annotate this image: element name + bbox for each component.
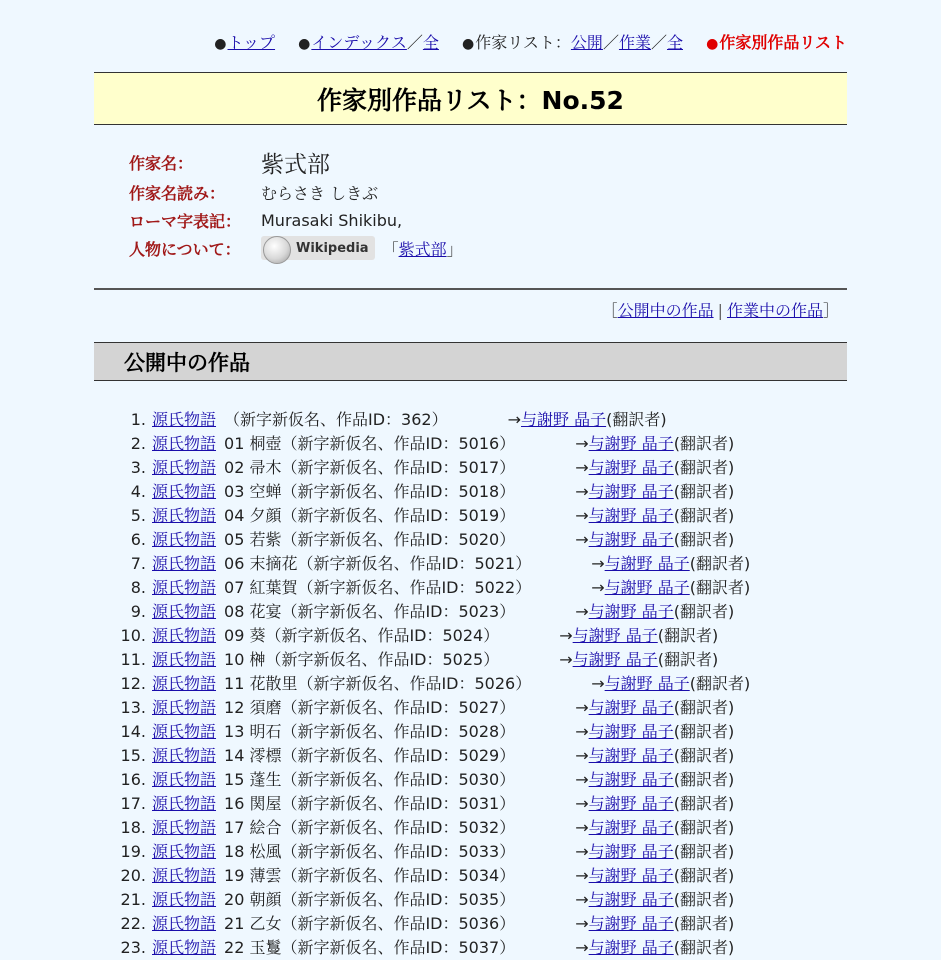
work-description: 08 花宴（新字新仮名、作品ID：5023）: [224, 602, 516, 621]
translator-link[interactable]: 与謝野 晶子: [588, 722, 674, 741]
author-about-row: [129, 234, 463, 262]
arrow-icon: →: [559, 626, 573, 645]
page-title: 作家別作品リスト：No.52: [317, 85, 624, 115]
arrow-icon: →: [575, 530, 589, 549]
nav-index-all-link[interactable]: 全: [422, 33, 439, 52]
work-number: 23.: [120, 938, 146, 957]
arrow-icon: →: [575, 938, 589, 957]
work-list-item: [110, 456, 750, 480]
work-list-item: [110, 672, 750, 696]
work-list-item: [110, 720, 750, 744]
work-description: 18 松風（新字新仮名、作品ID：5033）: [224, 842, 516, 861]
wikipedia-globe-icon: [263, 236, 291, 264]
arrow-icon: →: [575, 770, 589, 789]
work-title-link[interactable]: 源氏物語: [152, 794, 217, 813]
translator-link[interactable]: 与謝野 晶子: [588, 866, 674, 885]
author-roman-label: ローマ字表記：: [129, 211, 242, 231]
arrow-icon: →: [575, 602, 589, 621]
work-description: 20 朝顔（新字新仮名、作品ID：5035）: [224, 890, 516, 909]
translator-link[interactable]: 与謝野 晶子: [588, 746, 674, 765]
work-number: 20.: [120, 866, 146, 885]
nav-group-current: [706, 33, 847, 52]
author-roman-row: [129, 206, 463, 234]
work-list-item: [110, 648, 750, 672]
translator-link[interactable]: 与謝野 晶子: [604, 674, 690, 693]
translator-role: (翻訳者): [673, 482, 735, 501]
author-name: 紫式部: [261, 151, 330, 178]
arrow-icon: →: [507, 410, 522, 429]
work-description: 12 須磨（新字新仮名、作品ID：5027）: [224, 698, 516, 717]
work-number: 5.: [130, 506, 146, 525]
quote-open: 「: [382, 239, 399, 259]
wikipedia-link[interactable]: 紫式部: [398, 239, 447, 259]
work-list-item: [110, 576, 750, 600]
bullet-icon: ●: [462, 36, 475, 52]
translator-role: (翻訳者): [673, 458, 735, 477]
work-title-link[interactable]: 源氏物語: [152, 746, 217, 765]
work-list-item: [110, 432, 750, 456]
works-list: [110, 408, 750, 960]
work-number: 4.: [130, 482, 146, 501]
work-title-link[interactable]: 源氏物語: [152, 866, 217, 885]
nav-slash: ／: [650, 33, 667, 52]
work-list-item: [110, 888, 750, 912]
work-list-item: [110, 552, 750, 576]
working-works-link[interactable]: 作業中の作品: [726, 301, 823, 320]
work-description: 01 桐壺（新字新仮名、作品ID：5016）: [224, 434, 516, 453]
nav-current-page: 作家別作品リスト: [719, 33, 847, 52]
work-list-item: [110, 408, 750, 432]
work-description: 07 紅葉賀（新字新仮名、作品ID：5022）: [224, 578, 532, 597]
work-number: 8.: [130, 578, 146, 597]
translator-link[interactable]: 与謝野 晶子: [588, 698, 674, 717]
translator-link[interactable]: 与謝野 晶子: [588, 434, 674, 453]
quote-close: 」: [446, 239, 463, 259]
work-number: 12.: [120, 674, 146, 693]
work-title-link[interactable]: 源氏物語: [152, 434, 217, 453]
work-list-item: [110, 912, 750, 936]
bullet-icon: ●: [298, 36, 311, 52]
work-list-item: [110, 840, 750, 864]
arrow-icon: →: [575, 746, 589, 765]
translator-link[interactable]: 与謝野 晶子: [588, 842, 674, 861]
translator-role: (翻訳者): [673, 842, 735, 861]
work-description: 22 玉鬘（新字新仮名、作品ID：5037）: [224, 938, 516, 957]
translator-role: (翻訳者): [689, 674, 751, 693]
work-number: 22.: [120, 914, 146, 933]
work-list-item: [110, 864, 750, 888]
translator-link[interactable]: 与謝野 晶子: [572, 650, 658, 669]
arrow-icon: →: [575, 698, 589, 717]
translator-link[interactable]: 与謝野 晶子: [588, 890, 674, 909]
work-list-item: [110, 696, 750, 720]
nav-author-list-label: 作家リスト：: [475, 33, 571, 52]
author-reading-row: [129, 178, 463, 206]
work-description: 14 澪標（新字新仮名、作品ID：5029）: [224, 746, 516, 765]
translator-link[interactable]: 与謝野 晶子: [588, 914, 674, 933]
translator-role: (翻訳者): [689, 578, 751, 597]
translator-link[interactable]: 与謝野 晶子: [588, 530, 674, 549]
wikipedia-badge[interactable]: [261, 236, 375, 260]
section-header: [94, 342, 847, 381]
work-title-link[interactable]: 源氏物語: [152, 554, 217, 573]
work-number: 10.: [120, 626, 146, 645]
work-title-link[interactable]: 源氏物語: [152, 626, 217, 645]
work-title-link[interactable]: 源氏物語: [152, 602, 217, 621]
translator-role: (翻訳者): [673, 506, 735, 525]
nav-all-link[interactable]: 全: [666, 33, 683, 52]
translator-role: (翻訳者): [673, 434, 735, 453]
translator-link[interactable]: 与謝野 晶子: [588, 818, 674, 837]
author-info: [129, 146, 463, 262]
work-number: 9.: [130, 602, 146, 621]
nav-public-link[interactable]: 公開: [570, 33, 603, 52]
work-title-link[interactable]: 源氏物語: [152, 698, 217, 717]
translator-role: (翻訳者): [673, 794, 735, 813]
page-header: [94, 72, 847, 125]
translator-link[interactable]: 与謝野 晶子: [572, 626, 658, 645]
author-reading-label: 作家名読み：: [129, 183, 226, 203]
arrow-icon: →: [575, 722, 589, 741]
translator-link[interactable]: 与謝野 晶子: [588, 602, 674, 621]
work-list-item: [110, 480, 750, 504]
work-list-item: [110, 744, 750, 768]
translator-role: (翻訳者): [657, 650, 719, 669]
nav-group-index: [298, 33, 444, 52]
work-title-link[interactable]: 源氏物語: [152, 722, 217, 741]
work-description: 04 夕顔（新字新仮名、作品ID：5019）: [224, 506, 516, 525]
arrow-icon: →: [591, 578, 605, 597]
arrow-icon: →: [575, 482, 589, 501]
arrow-icon: →: [575, 914, 589, 933]
work-number: 6.: [130, 530, 146, 549]
work-list-item: [110, 504, 750, 528]
divider: [94, 288, 847, 290]
arrow-icon: →: [575, 434, 589, 453]
work-number: 3.: [130, 458, 146, 477]
work-list-item: [110, 936, 750, 960]
work-number: 13.: [120, 698, 146, 717]
work-title-link[interactable]: 源氏物語: [152, 770, 217, 789]
author-name-label: 作家名：: [129, 153, 194, 173]
wikipedia-text: Wikipedia: [296, 240, 369, 256]
work-description: 21 乙女（新字新仮名、作品ID：5036）: [224, 914, 516, 933]
work-number: 18.: [120, 818, 146, 837]
work-number: 19.: [120, 842, 146, 861]
work-description: 15 蓬生（新字新仮名、作品ID：5030）: [224, 770, 516, 789]
work-title-link[interactable]: 源氏物語: [152, 410, 217, 429]
translator-role: (翻訳者): [673, 866, 735, 885]
work-description: 05 若紫（新字新仮名、作品ID：5020）: [224, 530, 516, 549]
translator-role: (翻訳者): [673, 722, 735, 741]
work-description: 06 末摘花（新字新仮名、作品ID：5021）: [224, 554, 532, 573]
nav-slash: ／: [406, 33, 423, 52]
work-description: 11 花散里（新字新仮名、作品ID：5026）: [224, 674, 532, 693]
work-list-item: [110, 624, 750, 648]
work-list-item: [110, 792, 750, 816]
translator-link[interactable]: 与謝野 晶子: [521, 410, 607, 429]
works-subnav: [602, 298, 839, 321]
work-title-link[interactable]: 源氏物語: [152, 578, 217, 597]
work-description: 13 明石（新字新仮名、作品ID：5028）: [224, 722, 516, 741]
arrow-icon: →: [575, 794, 589, 813]
translator-role: (翻訳者): [689, 554, 751, 573]
nav-group-top: [214, 33, 280, 52]
work-list-item: [110, 528, 750, 552]
nav-top-link[interactable]: トップ: [227, 33, 276, 52]
work-title-link[interactable]: 源氏物語: [152, 938, 217, 957]
translator-role: (翻訳者): [606, 410, 667, 429]
work-title-link[interactable]: 源氏物語: [152, 530, 217, 549]
translator-link[interactable]: 与謝野 晶子: [588, 482, 674, 501]
arrow-icon: →: [575, 506, 589, 525]
work-title-link[interactable]: 源氏物語: [152, 842, 217, 861]
author-roman: Murasaki Shikibu,: [261, 210, 403, 230]
work-number: 7.: [130, 554, 146, 573]
translator-role: (翻訳者): [673, 770, 735, 789]
nav-index-link[interactable]: インデックス: [311, 33, 407, 52]
translator-link[interactable]: 与謝野 晶子: [588, 770, 674, 789]
work-title-link[interactable]: 源氏物語: [152, 482, 217, 501]
translator-role: (翻訳者): [673, 914, 735, 933]
work-description: （新字新仮名、作品ID：362）: [224, 410, 448, 429]
work-title-link[interactable]: 源氏物語: [152, 818, 217, 837]
work-description: 17 絵合（新字新仮名、作品ID：5032）: [224, 818, 516, 837]
work-description: 19 薄雲（新字新仮名、作品ID：5034）: [224, 866, 516, 885]
subnav-bracket-close: ］: [822, 301, 839, 320]
author-reading: むらさき しきぶ: [261, 183, 379, 203]
translator-role: (翻訳者): [657, 626, 719, 645]
translator-link[interactable]: 与謝野 晶子: [588, 794, 674, 813]
author-name-row: [129, 146, 463, 178]
nav-group-author-list: [462, 33, 688, 52]
work-number: 14.: [120, 722, 146, 741]
translator-role: (翻訳者): [673, 698, 735, 717]
arrow-icon: →: [559, 650, 573, 669]
arrow-icon: →: [575, 890, 589, 909]
work-title-link[interactable]: 源氏物語: [152, 458, 217, 477]
author-about-value: [261, 236, 463, 260]
work-list-item: [110, 768, 750, 792]
nav-working-link[interactable]: 作業: [618, 33, 651, 52]
work-description: 09 葵（新字新仮名、作品ID：5024）: [224, 626, 500, 645]
work-title-link[interactable]: 源氏物語: [152, 674, 217, 693]
work-description: 03 空蝉（新字新仮名、作品ID：5018）: [224, 482, 516, 501]
translator-role: (翻訳者): [673, 818, 735, 837]
work-title-link[interactable]: 源氏物語: [152, 506, 217, 525]
work-number: 17.: [120, 794, 146, 813]
arrow-icon: →: [575, 866, 589, 885]
work-description: 16 関屋（新字新仮名、作品ID：5031）: [224, 794, 516, 813]
bullet-icon: ●: [706, 36, 719, 52]
work-number: 21.: [120, 890, 146, 909]
translator-link[interactable]: 与謝野 晶子: [588, 506, 674, 525]
work-number: 1.: [130, 410, 146, 429]
subnav-separator: |: [717, 301, 723, 320]
work-title-link[interactable]: 源氏物語: [152, 650, 217, 669]
nav-slash: ／: [602, 33, 619, 52]
arrow-icon: →: [575, 818, 589, 837]
arrow-icon: →: [591, 674, 605, 693]
translator-link[interactable]: 与謝野 晶子: [588, 938, 674, 957]
translator-role: (翻訳者): [673, 746, 735, 765]
work-title-link[interactable]: 源氏物語: [152, 890, 217, 909]
arrow-icon: →: [575, 842, 589, 861]
subnav-bracket-open: ［: [601, 301, 618, 320]
work-description: 02 帚木（新字新仮名、作品ID：5017）: [224, 458, 516, 477]
translator-link[interactable]: 与謝野 晶子: [604, 554, 690, 573]
arrow-icon: →: [575, 458, 589, 477]
section-title: 公開中の作品: [124, 350, 250, 375]
arrow-icon: →: [591, 554, 605, 573]
translator-role: (翻訳者): [673, 602, 735, 621]
work-number: 15.: [120, 746, 146, 765]
work-list-item: [110, 600, 750, 624]
author-about-label: 人物について：: [129, 239, 241, 259]
translator-link[interactable]: 与謝野 晶子: [588, 458, 674, 477]
public-works-link[interactable]: 公開中の作品: [617, 301, 714, 320]
bullet-icon: ●: [214, 36, 227, 52]
translator-role: (翻訳者): [673, 938, 735, 957]
work-description: 10 榊（新字新仮名、作品ID：5025）: [224, 650, 500, 669]
translator-role: (翻訳者): [673, 530, 735, 549]
work-list-item: [110, 816, 750, 840]
work-number: 11.: [120, 650, 146, 669]
translator-link[interactable]: 与謝野 晶子: [604, 578, 690, 597]
work-title-link[interactable]: 源氏物語: [152, 914, 217, 933]
work-number: 2.: [130, 434, 146, 453]
top-navigation: [196, 31, 847, 56]
work-number: 16.: [120, 770, 146, 789]
translator-role: (翻訳者): [673, 890, 735, 909]
